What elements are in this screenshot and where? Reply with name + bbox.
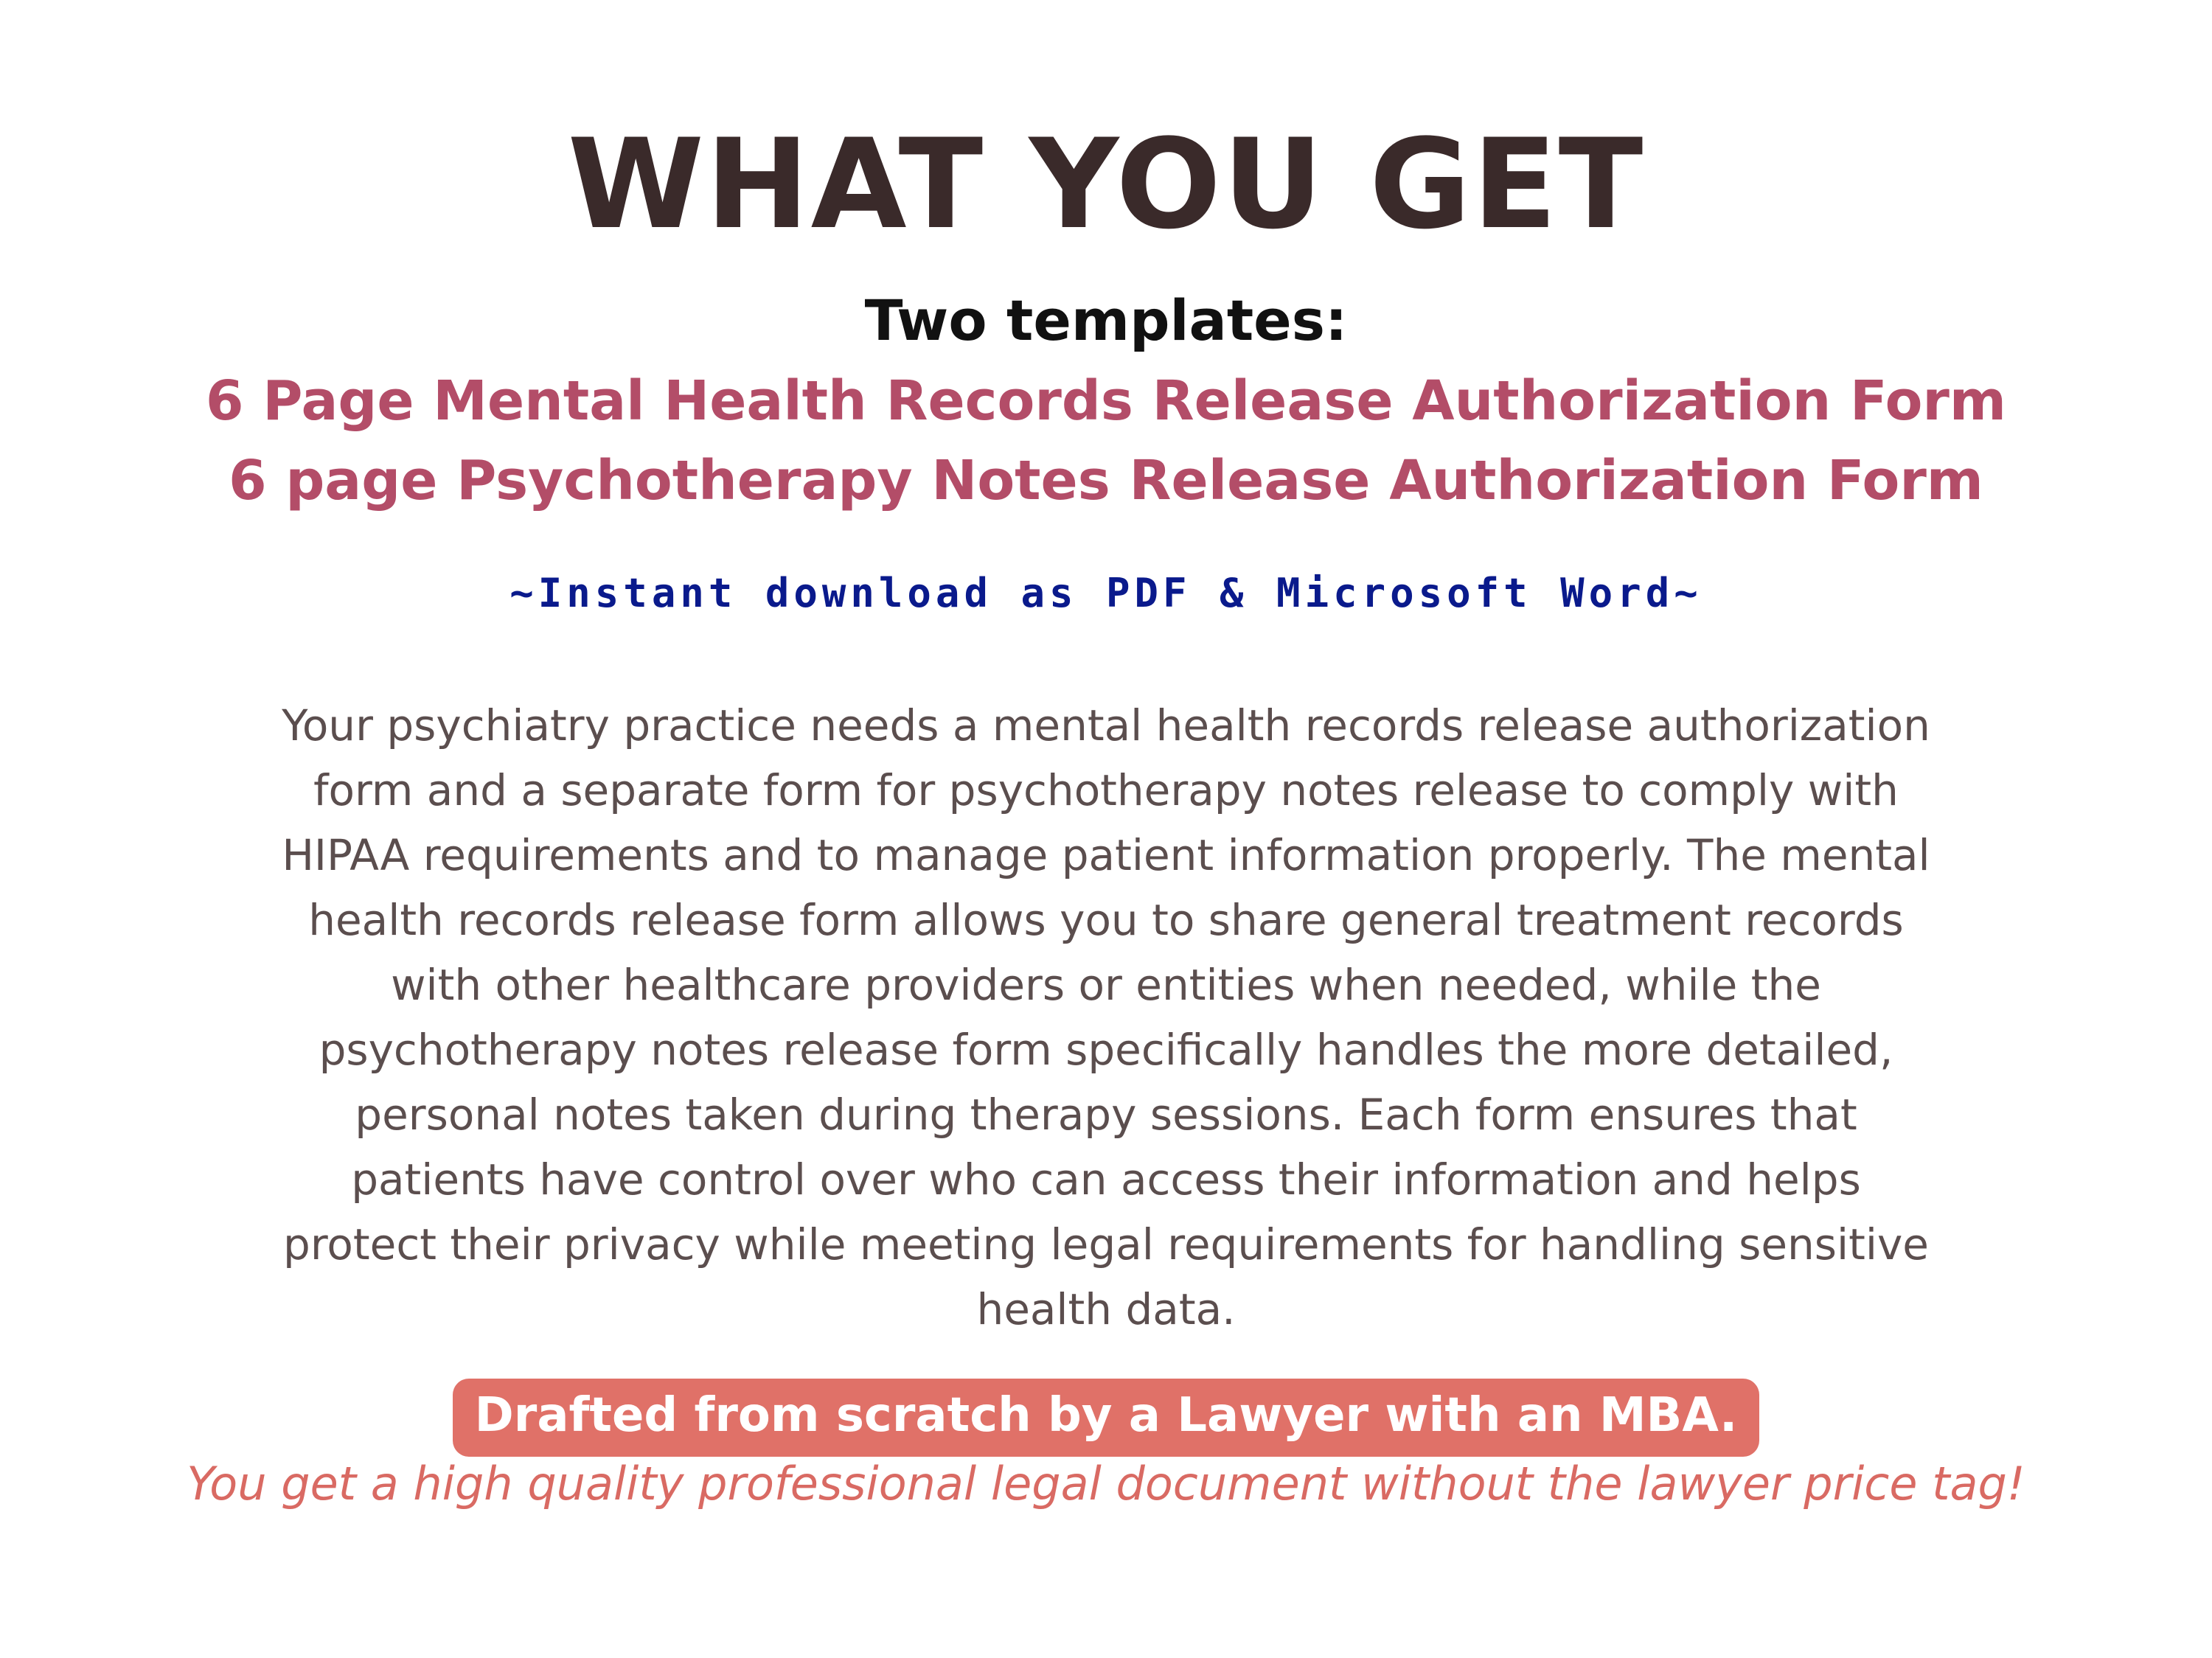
template-list bbox=[0, 361, 2212, 520]
description-paragraph: Your psychiatry practice needs a mental health records release authorization form and a separate form for psychotherapy notes release to comply with HIPAA requirements and to manage patient information properly. The mental health records release form allows you to share general treatment records with other healthcare providers or entities when needed, while the psychotherapy notes release form specifically handles the more detailed, personal notes taken during therapy sessions. Each form ensures that patients have control over who can access their information and helps protect their privacy while meeting legal requirements for handling sensitive health data. bbox=[282, 700, 1930, 1334]
tagline: You get a high quality professional legal document without the lawyer price tag! bbox=[187, 1457, 2025, 1511]
download-note: ~Instant download as PDF & Microsoft Word~ bbox=[509, 570, 1703, 616]
template-item-mental-health: 6 Page Mental Health Records Release Authorization Form bbox=[205, 369, 2007, 433]
page-title: WHAT YOU GET bbox=[567, 112, 1645, 257]
badge-row bbox=[0, 1379, 2212, 1457]
templates-heading: Two templates: bbox=[864, 288, 1348, 353]
lawyer-badge: Drafted from scratch by a Lawyer with an MBA. bbox=[453, 1379, 1760, 1457]
template-item-psychotherapy: 6 page Psychotherapy Notes Release Authorization Form bbox=[229, 449, 1983, 512]
